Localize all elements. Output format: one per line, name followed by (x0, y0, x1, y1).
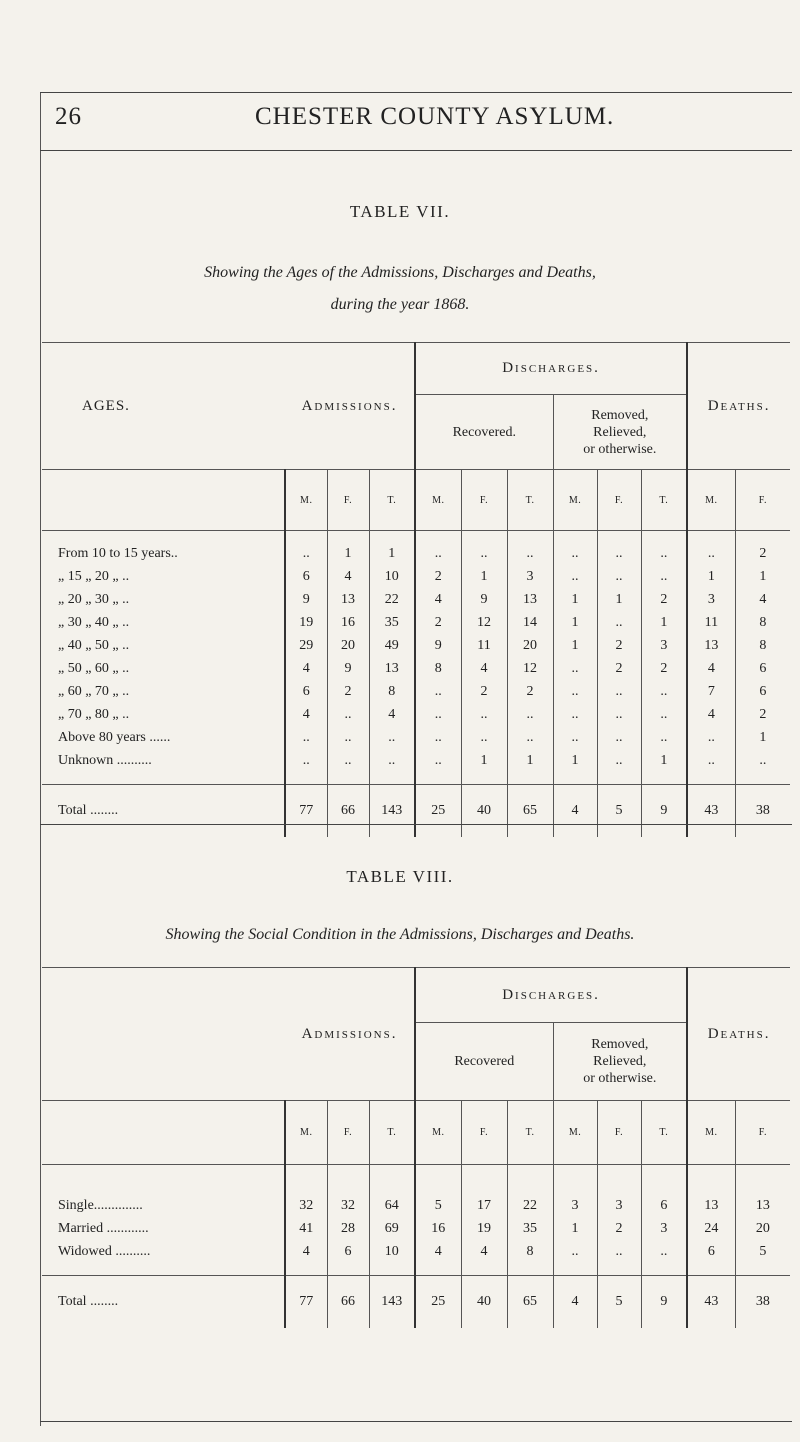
table-cell: 8 (507, 1241, 553, 1264)
t8-removed-header-line1: Removed, (591, 1037, 649, 1052)
t8-removed-header-line2: Relieved, (593, 1054, 647, 1069)
table-cell: 17 (461, 1195, 507, 1218)
table-cell: 22 (369, 589, 415, 612)
table-cell: .. (327, 727, 369, 750)
row-label: „ 50 „ 60 „ .. (58, 661, 130, 676)
table-cell: 143 (369, 785, 415, 837)
table-cell: 77 (285, 1276, 327, 1328)
table-cell: 3 (553, 1195, 597, 1218)
discharges-header: Discharges. (415, 343, 687, 395)
table-cell: 13 (369, 658, 415, 681)
table-cell: 40 (461, 1276, 507, 1328)
table-cell: .. (553, 704, 597, 727)
table-cell: .. (641, 543, 687, 566)
table-row (42, 612, 790, 635)
t8-removed-f-header: F. (597, 1101, 641, 1165)
removed-t-header: T. (641, 470, 687, 531)
table-cell: 65 (507, 785, 553, 837)
table-cell: 1 (553, 750, 597, 773)
table7-caption-line1: Showing the Ages of the Admissions, Discharges and Deaths, (204, 264, 596, 281)
table-cell: 6 (285, 681, 327, 704)
table-cell: 32 (327, 1195, 369, 1218)
table-cell: .. (735, 750, 790, 773)
table-cell: 4 (285, 704, 327, 727)
table-cell: 13 (507, 589, 553, 612)
deaths-f-header: F. (735, 470, 790, 531)
header-rule (40, 150, 792, 151)
table-cell: 2 (327, 681, 369, 704)
table-cell: 1 (553, 635, 597, 658)
admissions-header: Admissions. (301, 397, 398, 414)
table-cell: 2 (597, 635, 641, 658)
table-cell: 5 (597, 1276, 641, 1328)
row-label: Widowed .......... (58, 1244, 151, 1259)
table-row (42, 681, 790, 704)
table-cell: .. (415, 727, 461, 750)
table-cell: 2 (597, 658, 641, 681)
table-cell: 2 (461, 681, 507, 704)
table-cell: 8 (415, 658, 461, 681)
t8-recovered-m-header: M. (415, 1101, 461, 1165)
t8-deaths-header: Deaths. (687, 968, 790, 1101)
table-cell: 1 (507, 750, 553, 773)
table-row (42, 635, 790, 658)
table-cell: 12 (461, 612, 507, 635)
table-cell: 1 (553, 612, 597, 635)
table-cell: 6 (285, 566, 327, 589)
table-row (42, 1218, 790, 1241)
table-cell: 1 (597, 589, 641, 612)
t8-admissions-m-header: M. (285, 1101, 327, 1165)
removed-m-header: M. (553, 470, 597, 531)
row-label: „ 70 „ 80 „ .. (58, 707, 130, 722)
table-cell: 1 (461, 566, 507, 589)
table7-caption (0, 264, 800, 314)
table8-caption-line: Showing the Social Condition in the Admissions, Discharges and Deaths. (165, 926, 635, 943)
removed-f-header: F. (597, 470, 641, 531)
table-cell: 9 (415, 635, 461, 658)
table-cell: .. (597, 704, 641, 727)
table-cell: .. (285, 543, 327, 566)
table-cell: 8 (735, 612, 790, 635)
table-cell: 35 (369, 612, 415, 635)
table-cell: 6 (687, 1241, 735, 1264)
table-cell: 66 (327, 1276, 369, 1328)
running-head: CHESTER COUNTY ASYLUM. (255, 103, 615, 130)
table-cell: 9 (641, 1276, 687, 1328)
t8-recovered-t-header: T. (507, 1101, 553, 1165)
row-label: „ 30 „ 40 „ .. (58, 615, 130, 630)
total-row (42, 1276, 790, 1328)
table-cell: 16 (327, 612, 369, 635)
admissions-f-header: F. (327, 470, 369, 531)
table-cell: .. (687, 727, 735, 750)
table-cell: 3 (597, 1195, 641, 1218)
table-cell: 6 (327, 1241, 369, 1264)
table-cell: .. (461, 727, 507, 750)
table7-caption-line2: during the year 1868. (330, 296, 470, 313)
table-cell: 1 (327, 543, 369, 566)
table-cell: 13 (687, 635, 735, 658)
table-cell: 9 (641, 785, 687, 837)
table-cell: 4 (553, 1276, 597, 1328)
table-cell: .. (597, 727, 641, 750)
table-cell: 11 (461, 635, 507, 658)
table-cell: 12 (507, 658, 553, 681)
table-cell: .. (369, 750, 415, 773)
table7 (42, 342, 790, 837)
table-cell: 25 (415, 1276, 461, 1328)
table-cell: 20 (327, 635, 369, 658)
table-cell: 4 (461, 1241, 507, 1264)
removed-header-line2: Relieved, (593, 424, 647, 440)
admissions-m-header: M. (285, 470, 327, 531)
table-cell: .. (415, 681, 461, 704)
table-row (42, 658, 790, 681)
table-cell: 143 (369, 1276, 415, 1328)
table-cell: .. (285, 727, 327, 750)
table-cell: 1 (641, 612, 687, 635)
table-cell: 19 (285, 612, 327, 635)
table-cell: .. (327, 750, 369, 773)
table-cell: 4 (369, 704, 415, 727)
table-cell: .. (687, 543, 735, 566)
table-cell: 77 (285, 785, 327, 837)
table-cell: 16 (415, 1218, 461, 1241)
table-cell: 1 (553, 589, 597, 612)
recovered-m-header: M. (415, 470, 461, 531)
table-cell: 4 (285, 1241, 327, 1264)
table-row (42, 750, 790, 773)
table7-bottom-rule (40, 824, 792, 825)
table8 (42, 967, 790, 1328)
table-cell: 2 (641, 658, 687, 681)
table-cell: 1 (687, 566, 735, 589)
table-row (42, 704, 790, 727)
table-cell: 9 (461, 589, 507, 612)
table-cell: 25 (415, 785, 461, 837)
table-cell: 22 (507, 1195, 553, 1218)
table-cell: .. (687, 750, 735, 773)
table-cell: 3 (641, 635, 687, 658)
table-cell: .. (553, 681, 597, 704)
page-number: 26 (55, 103, 82, 130)
table7-title: TABLE VII. (349, 202, 451, 221)
table-cell: 6 (735, 658, 790, 681)
row-label: Above 80 years ...... (58, 730, 171, 745)
t8-removed-m-header: M. (553, 1101, 597, 1165)
table-cell: 13 (687, 1195, 735, 1218)
table-cell: 66 (327, 785, 369, 837)
table-cell: 3 (687, 589, 735, 612)
table-cell: .. (553, 566, 597, 589)
table-cell: 64 (369, 1195, 415, 1218)
table-cell: 5 (735, 1241, 790, 1264)
row-label: „ 20 „ 30 „ .. (58, 592, 130, 607)
table8-title: TABLE VIII. (346, 867, 454, 886)
table-cell: 9 (285, 589, 327, 612)
row-label: Total ........ (58, 1293, 119, 1309)
row-label: Unknown .......... (58, 753, 152, 768)
table-row (42, 566, 790, 589)
table-cell: 1 (461, 750, 507, 773)
table-cell: 19 (461, 1218, 507, 1241)
table-cell: .. (461, 704, 507, 727)
table-cell: 9 (327, 658, 369, 681)
row-label: „ 60 „ 70 „ .. (58, 684, 130, 699)
table-cell: .. (597, 612, 641, 635)
table-cell: 1 (641, 750, 687, 773)
deaths-m-header: M. (687, 470, 735, 531)
table-cell: 8 (735, 635, 790, 658)
table-cell: 69 (369, 1218, 415, 1241)
t8-admissions-f-header: F. (327, 1101, 369, 1165)
table-cell: .. (597, 1241, 641, 1264)
table-cell: 65 (507, 1276, 553, 1328)
table-cell: .. (285, 750, 327, 773)
table-cell: 20 (507, 635, 553, 658)
table-cell: 2 (597, 1218, 641, 1241)
table-cell: 35 (507, 1218, 553, 1241)
recovered-header: Recovered. (415, 395, 553, 470)
table-cell: 2 (641, 589, 687, 612)
table-cell: 1 (553, 1218, 597, 1241)
t8-deaths-m-header: M. (687, 1101, 735, 1165)
table-cell: .. (507, 543, 553, 566)
table-cell: 32 (285, 1195, 327, 1218)
table-cell: 8 (369, 681, 415, 704)
table-cell: .. (597, 566, 641, 589)
table-cell: .. (641, 704, 687, 727)
table-cell: 4 (285, 658, 327, 681)
table-cell: 2 (735, 704, 790, 727)
table-cell: 14 (507, 612, 553, 635)
table-cell: 4 (687, 704, 735, 727)
table-row (42, 1241, 790, 1264)
table-cell: 13 (735, 1195, 790, 1218)
table-cell: .. (597, 750, 641, 773)
table-cell: 6 (641, 1195, 687, 1218)
table-cell: 4 (735, 589, 790, 612)
t8-removed-t-header: T. (641, 1101, 687, 1165)
t8-recovered-f-header: F. (461, 1101, 507, 1165)
table-cell: .. (553, 658, 597, 681)
table-cell: .. (327, 704, 369, 727)
removed-header-line1: Removed, (591, 407, 649, 423)
table-cell: .. (553, 1241, 597, 1264)
table-cell: 49 (369, 635, 415, 658)
table-cell: .. (415, 750, 461, 773)
removed-header (553, 395, 687, 470)
table-cell: 40 (461, 785, 507, 837)
table-cell: 4 (415, 589, 461, 612)
ages-column-header: AGES. (82, 397, 130, 414)
table-cell: .. (553, 543, 597, 566)
table-cell: 2 (415, 566, 461, 589)
table-cell: 43 (687, 785, 735, 837)
table-row (42, 727, 790, 750)
t8-admissions-header: Admissions. (301, 1025, 398, 1042)
table-cell: .. (641, 681, 687, 704)
table-cell: .. (641, 1241, 687, 1264)
total-row (42, 785, 790, 837)
table-cell: 38 (735, 1276, 790, 1328)
table-cell: .. (507, 727, 553, 750)
table-cell: 4 (327, 566, 369, 589)
row-label: From 10 to 15 years.. (58, 546, 178, 561)
table-cell: 13 (327, 589, 369, 612)
table-cell: 4 (687, 658, 735, 681)
table-cell: 2 (415, 612, 461, 635)
table-cell: 6 (735, 681, 790, 704)
table-cell: 5 (415, 1195, 461, 1218)
table-cell: 4 (415, 1241, 461, 1264)
t8-removed-header (553, 1023, 687, 1101)
row-label: Single.............. (58, 1198, 143, 1213)
table8-bottom-rule (40, 1421, 792, 1422)
table-cell: .. (415, 704, 461, 727)
table-cell: 7 (687, 681, 735, 704)
row-label: „ 15 „ 20 „ .. (58, 569, 130, 584)
table-cell: .. (415, 543, 461, 566)
t8-deaths-f-header: F. (735, 1101, 790, 1165)
table-cell: .. (553, 727, 597, 750)
table-cell: 2 (735, 543, 790, 566)
table-cell: .. (597, 681, 641, 704)
table-cell: 1 (735, 727, 790, 750)
table-cell: 4 (461, 658, 507, 681)
removed-header-line3: or otherwise. (583, 441, 657, 457)
t8-discharges-header: Discharges. (415, 968, 687, 1023)
table-cell: 10 (369, 1241, 415, 1264)
table-cell: 41 (285, 1218, 327, 1241)
table-cell: .. (641, 566, 687, 589)
recovered-t-header: T. (507, 470, 553, 531)
table-cell: .. (369, 727, 415, 750)
table-cell: .. (461, 543, 507, 566)
table-row (42, 1195, 790, 1218)
t8-removed-header-line3: or otherwise. (583, 1071, 657, 1086)
table-cell: 1 (735, 566, 790, 589)
t8-admissions-t-header: T. (369, 1101, 415, 1165)
page-header (55, 103, 785, 143)
table-cell: 11 (687, 612, 735, 635)
table-cell: 5 (597, 785, 641, 837)
admissions-t-header: T. (369, 470, 415, 531)
table-cell: 20 (735, 1218, 790, 1241)
row-label: Total ........ (58, 802, 119, 818)
table-cell: 10 (369, 566, 415, 589)
table-cell: 4 (553, 785, 597, 837)
table-cell: 43 (687, 1276, 735, 1328)
deaths-header: Deaths. (687, 343, 790, 470)
table-cell: 3 (507, 566, 553, 589)
table-cell: .. (597, 543, 641, 566)
table-cell: 29 (285, 635, 327, 658)
table-cell: 24 (687, 1218, 735, 1241)
table-cell: 3 (641, 1218, 687, 1241)
table-cell: .. (641, 727, 687, 750)
table-cell: .. (507, 704, 553, 727)
recovered-f-header: F. (461, 470, 507, 531)
top-rule (40, 92, 792, 93)
table-row (42, 543, 790, 566)
row-label: „ 40 „ 50 „ .. (58, 638, 130, 653)
table-row (42, 589, 790, 612)
table-cell: 28 (327, 1218, 369, 1241)
table-cell: 2 (507, 681, 553, 704)
t8-recovered-header: Recovered (415, 1023, 553, 1101)
row-label: Married ............ (58, 1221, 149, 1236)
table-cell: 38 (735, 785, 790, 837)
table8-caption (0, 926, 800, 944)
table-cell: 1 (369, 543, 415, 566)
